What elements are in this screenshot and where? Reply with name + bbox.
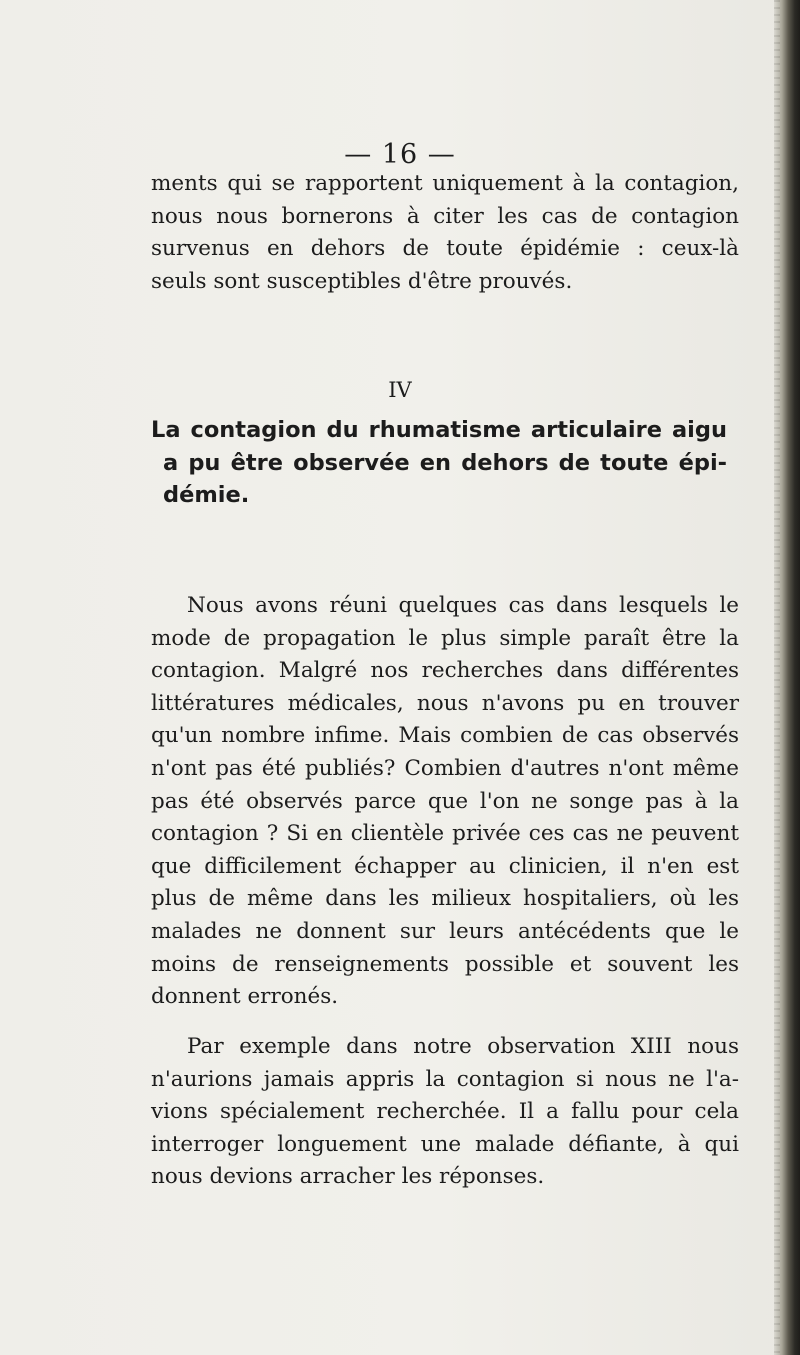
heading-line: a pu être observée en dehors de toute épi- (163, 449, 727, 476)
text-line: mode de propagation le plus simple paraît être la (151, 625, 739, 651)
text-line: contagion ? Si en clientèle privée ces cas ne peuvent (151, 821, 739, 847)
heading-line: La contagion du rhumatisme articulaire aigu (151, 417, 727, 443)
intro-paragraph (151, 168, 739, 298)
text-line: n'ont pas été publiés? Combien d'autres n'ont même (151, 755, 739, 781)
text-line: moins de renseignements possible et souvent les (151, 951, 739, 977)
text-line: survenus en dehors de toute épidémie : ceux-là (151, 236, 739, 262)
text-line: contagion. Malgré nos recherches dans différentes (151, 658, 739, 684)
text-line: ments qui se rapportent uniquement à la contagion, (151, 171, 739, 196)
text-line: qu'un nombre infime. Mais combien de cas observés (151, 723, 739, 749)
text-line: Par exemple dans notre observation XIII nous (187, 1034, 739, 1059)
text-line: donnent erronés. (151, 984, 339, 1010)
page-edge-shadow (774, 0, 800, 1355)
text-line: littératures médicales, nous n'avons pu en trouver (151, 690, 739, 716)
page-number: — 16 — (344, 139, 456, 170)
text-line: n'aurions jamais appris la contagion si nous ne l'a- (151, 1066, 739, 1092)
paragraph-2 (151, 1031, 739, 1194)
text-line: malades ne donnent sur leurs antécédents que le (151, 918, 739, 944)
text-line: vions spécialement recherchée. Il a fallu pour cela (151, 1099, 739, 1125)
text-line: nous devions arracher les réponses. (151, 1164, 545, 1190)
section-heading (151, 414, 727, 512)
text-line: que difficilement échapper au clinicien, il n'en est (151, 853, 739, 879)
text-line: plus de même dans les milieux hospitaliers, où les (151, 886, 739, 912)
text-line: seuls sont susceptibles d'être prouvés. (151, 268, 573, 294)
text-line: nous nous bornerons à citer les cas de contagion (151, 203, 739, 229)
text-line: interroger longuement une malade défiante, à qui (151, 1131, 739, 1157)
text-line: pas été observés parce que l'on ne songe pas à la (151, 788, 739, 814)
section-number: IV (388, 378, 412, 402)
heading-line: démie. (163, 482, 250, 508)
text-line: Nous avons réuni quelques cas dans lesquels le (187, 593, 739, 618)
paragraph-1 (151, 590, 739, 1014)
